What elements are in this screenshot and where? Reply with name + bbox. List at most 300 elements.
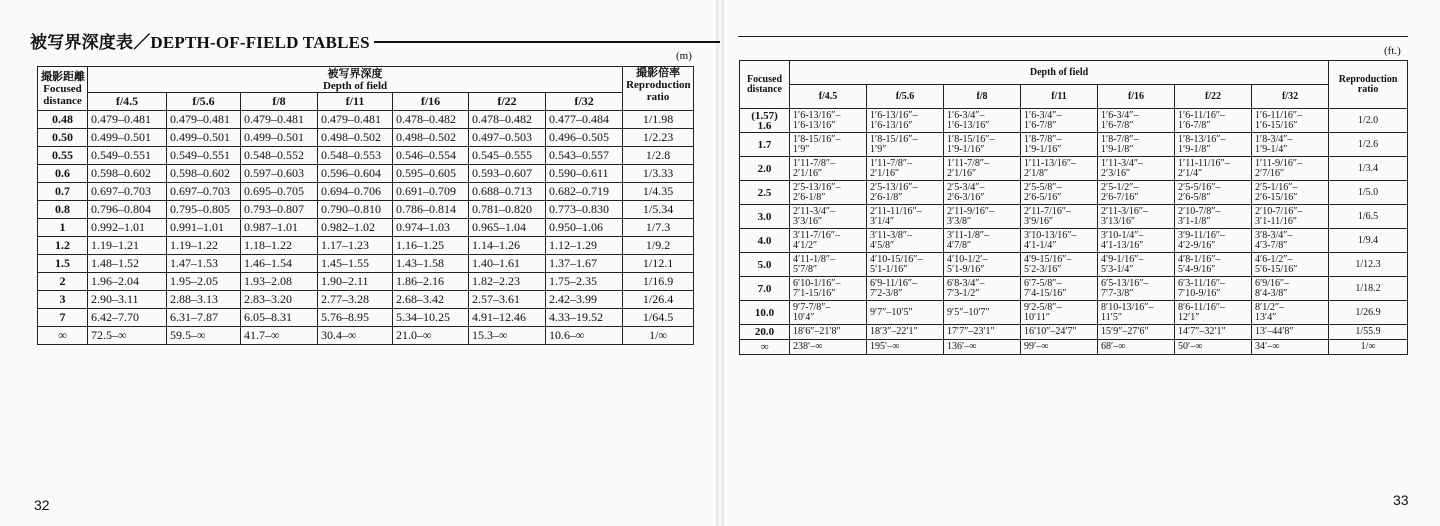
reproduction-ratio-cell: 1/3.33 bbox=[623, 165, 694, 183]
focused-distance-cell-ft bbox=[740, 301, 790, 325]
depth-value-line: 9′2-5/8″– bbox=[1024, 301, 1062, 313]
focused-distance-cell: 1.5 bbox=[38, 255, 88, 273]
depth-value-cell-ft bbox=[1252, 253, 1329, 277]
table-row-ft bbox=[740, 301, 1408, 325]
depth-value-line: 4′10-1/2′– bbox=[947, 253, 988, 265]
header-focused-distance-ft: Focused distance bbox=[740, 61, 790, 109]
header-depth-of-field: 被写界深度 Depth of field bbox=[88, 67, 623, 93]
depth-value-line: 2′1/16″ bbox=[870, 167, 900, 179]
right-title-rule bbox=[738, 36, 1408, 37]
depth-value-cell-ft bbox=[944, 133, 1021, 157]
table-row-ft bbox=[740, 133, 1408, 157]
depth-value-line: 1′6-11/16″– bbox=[1178, 109, 1226, 121]
depth-value-cell-ft bbox=[790, 109, 867, 133]
depth-value-cell-ft bbox=[867, 277, 944, 301]
depth-value-cell-ft bbox=[1175, 109, 1252, 133]
focused-distance-cell: 0.55 bbox=[38, 147, 88, 165]
depth-value-line: 5′1-9/16″ bbox=[947, 263, 985, 275]
depth-value-cell: 0.496–0.505 bbox=[546, 129, 623, 147]
aperture-header: f/5.6 bbox=[167, 93, 241, 111]
depth-value-line: 6′9/16″– bbox=[1255, 277, 1290, 289]
depth-value-cell: 30.4–∞ bbox=[318, 327, 393, 345]
depth-value-cell: 0.479–0.481 bbox=[318, 111, 393, 129]
table-row bbox=[38, 147, 694, 165]
depth-value-line: 4′6-1/2″– bbox=[1255, 253, 1293, 265]
depth-value-line: 8′4-3/8″ bbox=[1255, 287, 1288, 299]
focused-distance-cell: 0.50 bbox=[38, 129, 88, 147]
reproduction-ratio-cell-ft: 1/3.4 bbox=[1329, 157, 1408, 181]
depth-value-cell-ft bbox=[790, 253, 867, 277]
unit-label-meters: (m) bbox=[676, 50, 692, 62]
table-row bbox=[38, 219, 694, 237]
depth-value-line: 1′11-3/4″– bbox=[1101, 157, 1144, 169]
table-row-ft bbox=[740, 340, 1408, 355]
depth-value-cell-ft bbox=[944, 229, 1021, 253]
depth-value-line: 1′8-7/8″– bbox=[1101, 133, 1139, 145]
depth-value-cell-ft bbox=[944, 109, 1021, 133]
reproduction-ratio-cell: 1/9.2 bbox=[623, 237, 694, 255]
aperture-header-ft: f/8 bbox=[944, 85, 1021, 109]
depth-value-line: 2′1/16″ bbox=[947, 167, 977, 179]
depth-value-cell: 0.499–0.501 bbox=[241, 129, 318, 147]
depth-value-cell-ft bbox=[1252, 340, 1329, 355]
depth-value-cell-ft bbox=[1252, 109, 1329, 133]
header-reproduction-ratio: 撮影倍率 Reproduction ratio bbox=[623, 67, 694, 111]
depth-value-line: 1′9-1/8″ bbox=[1178, 143, 1211, 155]
reproduction-ratio-cell: 1/12.1 bbox=[623, 255, 694, 273]
depth-value-cell: 0.991–1.01 bbox=[167, 219, 241, 237]
depth-value-line: 1′6-13/16″ bbox=[793, 119, 836, 131]
depth-value-cell: 1.12–1.29 bbox=[546, 237, 623, 255]
depth-value-cell-ft bbox=[790, 229, 867, 253]
reproduction-ratio-cell: 1/2.8 bbox=[623, 147, 694, 165]
distance-line: 20.0 bbox=[754, 326, 775, 338]
depth-value-cell: 0.598–0.602 bbox=[167, 165, 241, 183]
depth-value-line: 2′11-3/4″– bbox=[793, 205, 836, 217]
depth-value-line: 4′9-15/16″– bbox=[1024, 253, 1072, 265]
depth-value-cell-ft bbox=[944, 277, 1021, 301]
title-rule bbox=[374, 41, 720, 43]
depth-value-cell-ft bbox=[1021, 253, 1098, 277]
depth-value-cell-ft bbox=[1252, 277, 1329, 301]
header-focused-distance: 撮影距離 Focused distance bbox=[38, 67, 88, 111]
depth-value-cell: 1.16–1.25 bbox=[393, 237, 469, 255]
depth-value-line: 3′9/16″ bbox=[1024, 215, 1054, 227]
focused-distance-cell-ft bbox=[740, 157, 790, 181]
depth-value-line: 6′7-5/8″– bbox=[1024, 277, 1062, 289]
depth-value-line: 3′11-1/8″– bbox=[947, 229, 990, 241]
depth-value-line: 1′6-7/8″ bbox=[1024, 119, 1057, 131]
aperture-header-ft: f/5.6 bbox=[867, 85, 944, 109]
depth-value-cell-ft bbox=[867, 325, 944, 340]
depth-value-cell: 2.42–3.99 bbox=[546, 291, 623, 309]
aperture-header: f/16 bbox=[393, 93, 469, 111]
depth-value-line: 3′10-13/16″– bbox=[1024, 229, 1077, 241]
depth-value-line: 13′–44′8″ bbox=[1255, 326, 1294, 337]
depth-value-cell-ft bbox=[1098, 229, 1175, 253]
depth-value-line: 15′9″–27′6″ bbox=[1101, 326, 1149, 337]
depth-value-cell: 2.90–3.11 bbox=[88, 291, 167, 309]
depth-value-cell: 0.478–0.482 bbox=[469, 111, 546, 129]
depth-value-cell: 0.793–0.807 bbox=[241, 201, 318, 219]
reproduction-ratio-cell: 1/∞ bbox=[623, 327, 694, 345]
depth-value-cell-ft bbox=[1252, 205, 1329, 229]
depth-value-cell-ft bbox=[1021, 181, 1098, 205]
depth-value-line: 1′9-1/16″ bbox=[1024, 143, 1062, 155]
depth-value-line: 2′6-3/16″ bbox=[947, 191, 985, 203]
depth-value-cell: 0.545–0.555 bbox=[469, 147, 546, 165]
aperture-header: f/8 bbox=[241, 93, 318, 111]
depth-value-cell-ft bbox=[1021, 133, 1098, 157]
reproduction-ratio-cell-ft: 1/26.9 bbox=[1329, 301, 1408, 325]
distance-line: 2.5 bbox=[757, 186, 772, 199]
depth-value-line: 9′5″–10′7″ bbox=[947, 306, 990, 318]
page-number-left: 32 bbox=[34, 497, 50, 513]
depth-value-cell: 0.598–0.602 bbox=[88, 165, 167, 183]
focused-distance-cell-ft bbox=[740, 229, 790, 253]
depth-value-line: 2′10-7/16″– bbox=[1255, 205, 1303, 217]
depth-value-line: 2′5-3/4″– bbox=[947, 181, 985, 193]
depth-value-cell: 0.543–0.557 bbox=[546, 147, 623, 165]
table-row-ft bbox=[740, 325, 1408, 340]
depth-value-cell: 0.695–0.705 bbox=[241, 183, 318, 201]
depth-value-line: 1′6-11/16″– bbox=[1255, 109, 1303, 121]
depth-value-cell: 6.42–7.70 bbox=[88, 309, 167, 327]
depth-value-line: 5′2-3/16″ bbox=[1024, 263, 1062, 275]
depth-value-cell-ft bbox=[1098, 325, 1175, 340]
aperture-header-ft: f/32 bbox=[1252, 85, 1329, 109]
depth-value-cell: 0.595–0.605 bbox=[393, 165, 469, 183]
depth-value-cell: 5.34–10.25 bbox=[393, 309, 469, 327]
depth-value-line: 195′–∞ bbox=[870, 341, 900, 352]
depth-value-line: 5′3-1/4″ bbox=[1101, 263, 1134, 275]
distance-line: 3.0 bbox=[757, 210, 772, 223]
depth-value-cell: 0.479–0.481 bbox=[241, 111, 318, 129]
depth-value-cell-ft bbox=[867, 157, 944, 181]
depth-value-line: 11′5″ bbox=[1101, 311, 1122, 323]
depth-value-line: 2′1/16″ bbox=[793, 167, 823, 179]
depth-value-cell-ft bbox=[790, 181, 867, 205]
page-number-right: 33 bbox=[1393, 492, 1409, 508]
aperture-header-ft: f/4.5 bbox=[790, 85, 867, 109]
focused-distance-cell: 0.7 bbox=[38, 183, 88, 201]
depth-value-line: 16′10″–24′7″ bbox=[1024, 326, 1077, 337]
focused-distance-cell: ∞ bbox=[38, 327, 88, 345]
depth-value-cell: 41.7–∞ bbox=[241, 327, 318, 345]
focused-distance-cell-ft bbox=[740, 133, 790, 157]
depth-value-cell: 1.46–1.54 bbox=[241, 255, 318, 273]
depth-value-cell: 0.499–0.501 bbox=[167, 129, 241, 147]
depth-value-line: 4′5/8″ bbox=[870, 239, 895, 251]
focused-distance-cell-ft bbox=[740, 340, 790, 355]
depth-value-cell-ft bbox=[867, 181, 944, 205]
table-row bbox=[38, 183, 694, 201]
depth-value-cell: 1.14–1.26 bbox=[469, 237, 546, 255]
distance-line: 10.0 bbox=[754, 306, 775, 319]
depth-value-line: 6′5-13/16″– bbox=[1101, 277, 1149, 289]
depth-value-cell: 2.68–3.42 bbox=[393, 291, 469, 309]
depth-value-line: 3′11-7/16″– bbox=[793, 229, 841, 241]
depth-of-field-table-meters bbox=[37, 66, 694, 345]
reproduction-ratio-cell-ft: 1/18.2 bbox=[1329, 277, 1408, 301]
depth-value-line: 2′6-15/16″ bbox=[1255, 191, 1298, 203]
depth-value-line: 2′5-1/2″– bbox=[1101, 181, 1139, 193]
depth-value-line: 2′5-5/16″– bbox=[1178, 181, 1221, 193]
depth-value-cell: 59.5–∞ bbox=[167, 327, 241, 345]
reproduction-ratio-cell: 1/64.5 bbox=[623, 309, 694, 327]
depth-value-line: 68′–∞ bbox=[1101, 341, 1126, 352]
depth-value-line: 17′7″–23′1″ bbox=[947, 326, 995, 337]
reproduction-ratio-cell: 1/26.4 bbox=[623, 291, 694, 309]
table-row-ft bbox=[740, 109, 1408, 133]
aperture-header: f/32 bbox=[546, 93, 623, 111]
depth-value-cell: 0.796–0.804 bbox=[88, 201, 167, 219]
depth-value-cell-ft bbox=[867, 109, 944, 133]
depth-value-line: 4′1-1/4″ bbox=[1024, 239, 1057, 251]
depth-value-cell: 2.88–3.13 bbox=[167, 291, 241, 309]
depth-value-cell: 6.31–7.87 bbox=[167, 309, 241, 327]
focused-distance-cell: 0.48 bbox=[38, 111, 88, 129]
table-row-ft bbox=[740, 229, 1408, 253]
depth-value-cell: 0.549–0.551 bbox=[167, 147, 241, 165]
distance-line: 5.0 bbox=[757, 258, 772, 271]
depth-value-line: 4′8-1/16″– bbox=[1178, 253, 1221, 265]
depth-value-cell-ft bbox=[1175, 253, 1252, 277]
depth-value-line: 18′3″–22′1″ bbox=[870, 326, 918, 337]
depth-value-cell: 0.694–0.706 bbox=[318, 183, 393, 201]
table-row bbox=[38, 327, 694, 345]
depth-value-cell: 0.974–1.03 bbox=[393, 219, 469, 237]
table-row bbox=[38, 273, 694, 291]
depth-value-cell-ft bbox=[790, 325, 867, 340]
depth-value-cell: 0.786–0.814 bbox=[393, 201, 469, 219]
distance-line: 4.0 bbox=[757, 234, 772, 247]
depth-value-cell-ft bbox=[867, 301, 944, 325]
distance-line: 7.0 bbox=[757, 282, 772, 295]
depth-value-line: 2′7/16″ bbox=[1255, 167, 1285, 179]
depth-value-line: 4′1-13/16″ bbox=[1101, 239, 1144, 251]
depth-value-cell: 1.90–2.11 bbox=[318, 273, 393, 291]
depth-value-cell-ft bbox=[1021, 301, 1098, 325]
reproduction-ratio-cell: 1/2.23 bbox=[623, 129, 694, 147]
table-row bbox=[38, 309, 694, 327]
distance-line: 1.6 bbox=[757, 119, 772, 132]
depth-value-line: 1′6-13/16″ bbox=[870, 119, 913, 131]
depth-value-cell-ft bbox=[944, 340, 1021, 355]
depth-value-line: 2′11-7/16″– bbox=[1024, 205, 1072, 217]
aperture-header-row-ft bbox=[740, 85, 1408, 109]
depth-value-cell-ft bbox=[1098, 157, 1175, 181]
depth-value-cell-ft bbox=[944, 157, 1021, 181]
depth-value-cell: 1.43–1.58 bbox=[393, 255, 469, 273]
depth-value-line: 4′2-9/16″ bbox=[1178, 239, 1216, 251]
depth-value-cell: 0.546–0.554 bbox=[393, 147, 469, 165]
reproduction-ratio-cell-ft: 1/5.0 bbox=[1329, 181, 1408, 205]
focused-distance-cell: 1.2 bbox=[38, 237, 88, 255]
depth-value-line: 1′6-15/16″ bbox=[1255, 119, 1298, 131]
depth-value-cell: 0.773–0.830 bbox=[546, 201, 623, 219]
table-row-ft bbox=[740, 253, 1408, 277]
depth-value-cell: 0.590–0.611 bbox=[546, 165, 623, 183]
table-row bbox=[38, 291, 694, 309]
depth-value-line: 2′6-1/8″ bbox=[870, 191, 903, 203]
depth-value-line: 1′6-3/4″– bbox=[1024, 109, 1062, 121]
depth-value-line: 2′3/16″ bbox=[1101, 167, 1131, 179]
depth-value-line: 18′6″–21′8″ bbox=[793, 326, 841, 337]
table-row bbox=[38, 255, 694, 273]
depth-value-cell-ft bbox=[790, 277, 867, 301]
depth-value-line: 5′7/8″ bbox=[793, 263, 818, 275]
depth-value-line: 3′13/16″ bbox=[1101, 215, 1136, 227]
depth-value-line: 9′7-7/8″– bbox=[793, 301, 831, 313]
depth-value-cell: 0.498–0.502 bbox=[318, 129, 393, 147]
depth-value-cell: 0.548–0.553 bbox=[318, 147, 393, 165]
depth-value-line: 2′5-13/16″– bbox=[870, 181, 918, 193]
table-row bbox=[38, 111, 694, 129]
depth-value-cell: 0.479–0.481 bbox=[167, 111, 241, 129]
depth-value-line: 1′9-1/8″ bbox=[1101, 143, 1134, 155]
depth-value-line: 1′8-15/16″– bbox=[793, 133, 841, 145]
depth-value-line: 2′11-11/16″– bbox=[870, 205, 922, 217]
reproduction-ratio-cell-ft: 1/12.3 bbox=[1329, 253, 1408, 277]
reproduction-ratio-cell-ft: 1/55.9 bbox=[1329, 325, 1408, 340]
depth-value-cell: 0.497–0.503 bbox=[469, 129, 546, 147]
reproduction-ratio-cell: 1/16.9 bbox=[623, 273, 694, 291]
depth-value-cell: 0.795–0.805 bbox=[167, 201, 241, 219]
distance-line: ∞ bbox=[760, 341, 769, 353]
depth-value-line: 4′11-1/8″– bbox=[793, 253, 836, 265]
depth-value-line: 6′10-1/16″– bbox=[793, 277, 841, 289]
depth-value-cell: 1.75–2.35 bbox=[546, 273, 623, 291]
table-row-ft bbox=[740, 277, 1408, 301]
depth-value-cell: 1.40–1.61 bbox=[469, 255, 546, 273]
depth-value-line: 5′6-15/16″ bbox=[1255, 263, 1298, 275]
depth-value-line: 34′–∞ bbox=[1255, 341, 1280, 352]
depth-value-line: 1′11-7/8″– bbox=[870, 157, 913, 169]
depth-value-cell-ft bbox=[1098, 109, 1175, 133]
table-row-ft bbox=[740, 181, 1408, 205]
depth-value-line: 3′9-11/16″– bbox=[1178, 229, 1226, 241]
depth-value-cell-ft bbox=[790, 157, 867, 181]
depth-value-cell: 0.596–0.604 bbox=[318, 165, 393, 183]
header-reproduction-ratio-ft: Reproduction ratio bbox=[1329, 61, 1408, 109]
depth-value-line: 1′9″ bbox=[793, 143, 810, 155]
depth-value-line: 2′11-9/16″– bbox=[947, 205, 995, 217]
focused-distance-cell-ft bbox=[740, 205, 790, 229]
depth-value-line: 5′4-9/16″ bbox=[1178, 263, 1216, 275]
depth-value-cell-ft bbox=[1252, 133, 1329, 157]
depth-value-line: 1′11-13/16″– bbox=[1024, 157, 1077, 169]
table-row bbox=[38, 165, 694, 183]
depth-value-line: 7′3-1/2″ bbox=[947, 287, 980, 299]
depth-value-cell: 0.548–0.552 bbox=[241, 147, 318, 165]
depth-value-cell: 6.05–8.31 bbox=[241, 309, 318, 327]
depth-value-line: 1′6-13/16″– bbox=[793, 109, 841, 121]
reproduction-ratio-cell-ft: 1/2.0 bbox=[1329, 109, 1408, 133]
depth-value-cell: 0.992–1.01 bbox=[88, 219, 167, 237]
reproduction-ratio-cell: 1/1.98 bbox=[623, 111, 694, 129]
depth-value-cell-ft bbox=[1175, 157, 1252, 181]
table-row-ft bbox=[740, 205, 1408, 229]
depth-value-cell-ft bbox=[1021, 229, 1098, 253]
aperture-header-ft: f/16 bbox=[1098, 85, 1175, 109]
depth-value-cell: 1.19–1.21 bbox=[88, 237, 167, 255]
depth-value-line: 4′9-1/16″– bbox=[1101, 253, 1144, 265]
depth-value-line: 1′9-1/16″ bbox=[947, 143, 985, 155]
depth-value-cell: 2.77–3.28 bbox=[318, 291, 393, 309]
depth-value-cell-ft bbox=[1098, 205, 1175, 229]
depth-value-line: 1′11-11/16″– bbox=[1178, 157, 1230, 169]
depth-value-cell-ft bbox=[1021, 340, 1098, 355]
unit-label-feet: (ft.) bbox=[1384, 45, 1401, 57]
depth-value-line: 99′–∞ bbox=[1024, 341, 1049, 352]
depth-value-cell: 0.478–0.482 bbox=[393, 111, 469, 129]
depth-value-line: 7′4-15/16″ bbox=[1024, 287, 1067, 299]
depth-value-cell: 4.33–19.52 bbox=[546, 309, 623, 327]
depth-value-cell: 1.82–2.23 bbox=[469, 273, 546, 291]
depth-value-cell-ft bbox=[1021, 109, 1098, 133]
depth-value-line: 7′1-15/16″ bbox=[793, 287, 836, 299]
depth-value-cell-ft bbox=[1175, 277, 1252, 301]
depth-value-line: 3′10-1/4″– bbox=[1101, 229, 1144, 241]
depth-value-line: 3′1-1/8″ bbox=[1178, 215, 1211, 227]
depth-value-line: 136′–∞ bbox=[947, 341, 977, 352]
depth-value-cell-ft bbox=[944, 301, 1021, 325]
reproduction-ratio-cell-ft: 1/9.4 bbox=[1329, 229, 1408, 253]
depth-value-cell: 1.86–2.16 bbox=[393, 273, 469, 291]
focused-distance-cell: 7 bbox=[38, 309, 88, 327]
depth-value-line: 7′2-3/8″ bbox=[870, 287, 903, 299]
depth-value-line: 238′–∞ bbox=[793, 341, 823, 352]
depth-value-cell-ft bbox=[944, 253, 1021, 277]
distance-line: (1.57) bbox=[751, 109, 778, 122]
depth-value-cell-ft bbox=[1098, 133, 1175, 157]
depth-value-line: 3′3/16″ bbox=[793, 215, 823, 227]
depth-value-cell: 0.697–0.703 bbox=[167, 183, 241, 201]
depth-value-line: 2′1/8″ bbox=[1024, 167, 1049, 179]
depth-value-line: 2′5-5/8″– bbox=[1024, 181, 1062, 193]
depth-value-cell: 0.982–1.02 bbox=[318, 219, 393, 237]
depth-value-line: 2′10-7/8″– bbox=[1178, 205, 1221, 217]
reproduction-ratio-cell: 1/5.34 bbox=[623, 201, 694, 219]
depth-value-cell: 0.950–1.06 bbox=[546, 219, 623, 237]
depth-of-field-table-feet bbox=[739, 60, 1408, 355]
focused-distance-cell-ft bbox=[740, 109, 790, 133]
aperture-header-ft: f/22 bbox=[1175, 85, 1252, 109]
depth-value-line: 2′6-5/8″ bbox=[1178, 191, 1211, 203]
depth-value-line: 8′10-13/16″– bbox=[1101, 301, 1154, 313]
depth-value-line: 3′8-3/4″– bbox=[1255, 229, 1293, 241]
distance-line: 2.0 bbox=[757, 162, 772, 175]
depth-value-cell: 1.37–1.67 bbox=[546, 255, 623, 273]
depth-value-cell-ft bbox=[1098, 253, 1175, 277]
reproduction-ratio-cell-ft: 1/6.5 bbox=[1329, 205, 1408, 229]
depth-value-line: 3′1-11/16″ bbox=[1255, 215, 1298, 227]
depth-value-line: 1′8-7/8″– bbox=[1024, 133, 1062, 145]
depth-value-cell-ft bbox=[867, 229, 944, 253]
depth-value-cell: 0.597–0.603 bbox=[241, 165, 318, 183]
aperture-header-row bbox=[38, 93, 694, 111]
depth-value-line: 5′1-1/16″ bbox=[870, 263, 908, 275]
depth-value-cell: 5.76–8.95 bbox=[318, 309, 393, 327]
depth-value-cell-ft bbox=[1021, 205, 1098, 229]
depth-value-line: 7′10-9/16″ bbox=[1178, 287, 1221, 299]
depth-value-cell: 15.3–∞ bbox=[469, 327, 546, 345]
depth-value-cell: 0.987–1.01 bbox=[241, 219, 318, 237]
depth-value-cell: 0.479–0.481 bbox=[88, 111, 167, 129]
depth-value-line: 1′11-7/8″– bbox=[793, 157, 836, 169]
table-row bbox=[38, 201, 694, 219]
